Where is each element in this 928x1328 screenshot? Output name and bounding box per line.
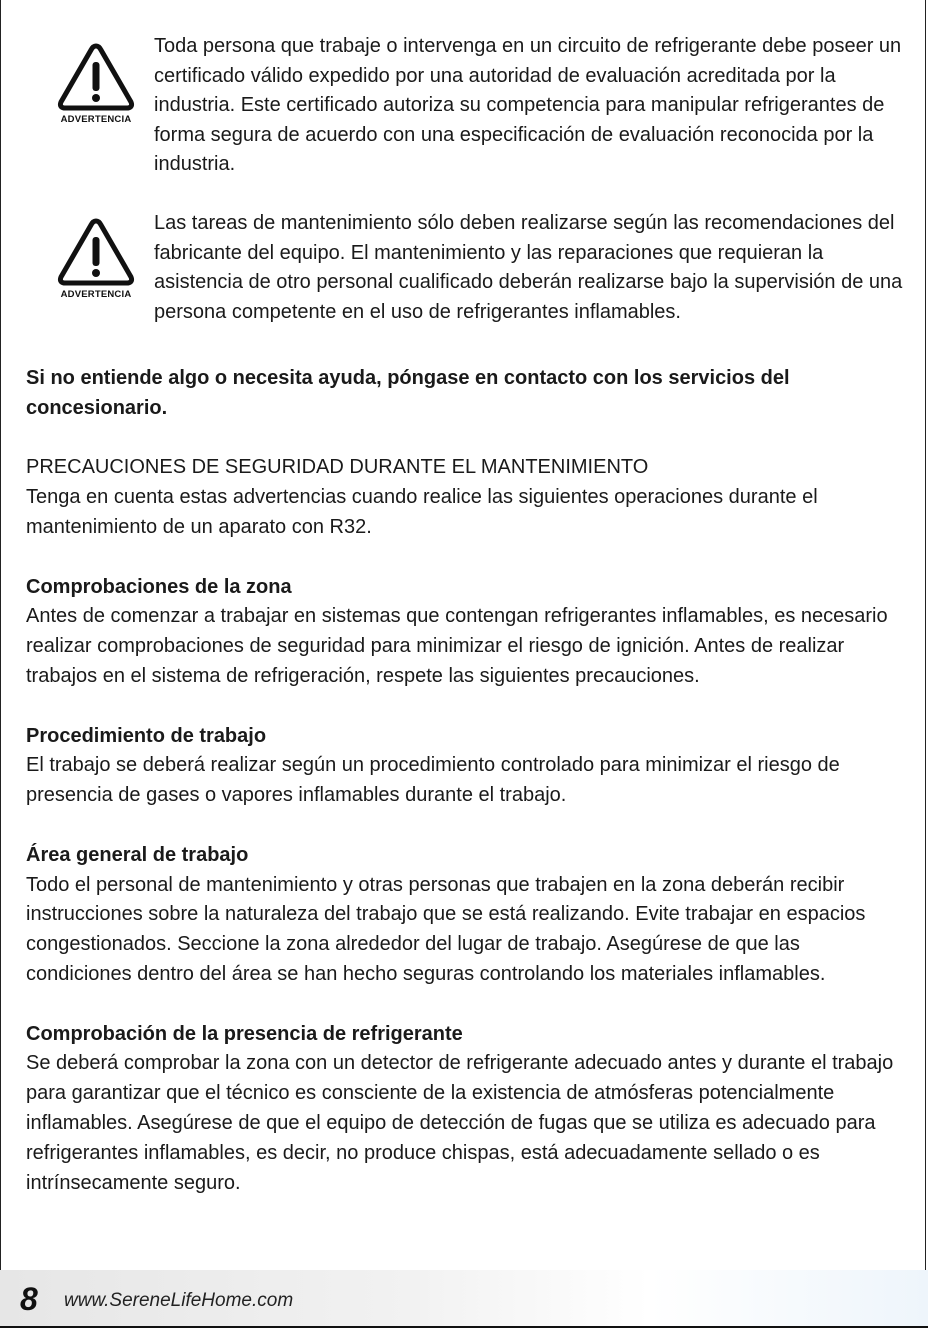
section-heading: Procedimiento de trabajo [26,724,267,747]
precautions-title: PRECAUCIONES DE SEGURIDAD DURANTE EL MANTENIMIENTO [26,456,649,479]
contact-notice: Si no entiende algo o necesita ayuda, póngase en contacto con los servicios del concesionario. [26,367,790,419]
warning-icon-group [56,217,136,300]
warning-icon-group [56,42,136,125]
website-url[interactable]: www.SereneLifeHome.com [64,1290,294,1311]
page-number: 8 [20,1281,38,1317]
warning-text: Toda persona que trabaje o intervenga en un circuito de refrigerante debe poseer un certificado válido expedido por una autoridad de evaluación acreditada por la industria. Este certificado autoriza su competencia para manipular refrigerantes de forma segura de acuerdo con una especificación de evaluación reconocida por la industria. [154,35,902,176]
precautions-intro: Tenga en cuenta estas advertencias cuando realice las siguientes operaciones durante el mantenimiento de un aparato con R32. [26,486,818,538]
section-text: Se deberá comprobar la zona con un detector de refrigerante adecuado antes y durante el trabajo para garantizar que el técnico es consciente de la existencia de atmósferas potencialmente inflamables. Asegúrese de que el equipo de detección de fugas que se utiliza es adecuado para refrigerantes inflamables, es decir, no produce chispas, está adecuadamente sellado o es intrínsecamente seguro. [26,1052,894,1194]
section-text: El trabajo se deberá realizar según un procedimiento controlado para minimizar el riesgo de presencia de gases o vapores inflamables durante el trabajo. [26,754,840,807]
section-text: Antes de comenzar a trabajar en sistemas que contengan refrigerantes inflamables, es necesario realizar comprobaciones de seguridad para minimizar el riesgo de ignición. Antes de realizar trabajos en el sistema de refrigeración, respete las siguientes precauciones. [26,605,888,687]
warning-text: Las tareas de mantenimiento sólo deben realizarse según las recomendaciones del fabricante del equipo. El mantenimiento y las reparaciones que requieran la asistencia de otro personal cualificado deberán realizarse bajo la supervisión de una persona competente en el uso de refrigerantes inflamables. [154,212,903,323]
warning-caption: ADVERTENCIA [60,114,132,125]
warning-triangle-icon [57,217,135,287]
section-heading: Área general de trabajo [26,843,249,866]
section-heading: Comprobación de la presencia de refrigerante [26,1022,463,1045]
warning-triangle-icon [57,42,135,112]
warning-caption: ADVERTENCIA [60,289,132,300]
section-heading: Comprobaciones de la zona [26,575,292,598]
main-content [26,364,906,1198]
section-text: Todo el personal de mantenimiento y otras personas que trabajen en la zona deberán recibir instrucciones sobre la naturaleza del trabajo que se está realizando. Evite trabajar en espacios congestionados. Seccione la zona alrededor del lugar de trabajo. Asegúrese de que las condiciones dentro del área se han hecho seguras controlando los materiales inflamables. [26,873,866,985]
